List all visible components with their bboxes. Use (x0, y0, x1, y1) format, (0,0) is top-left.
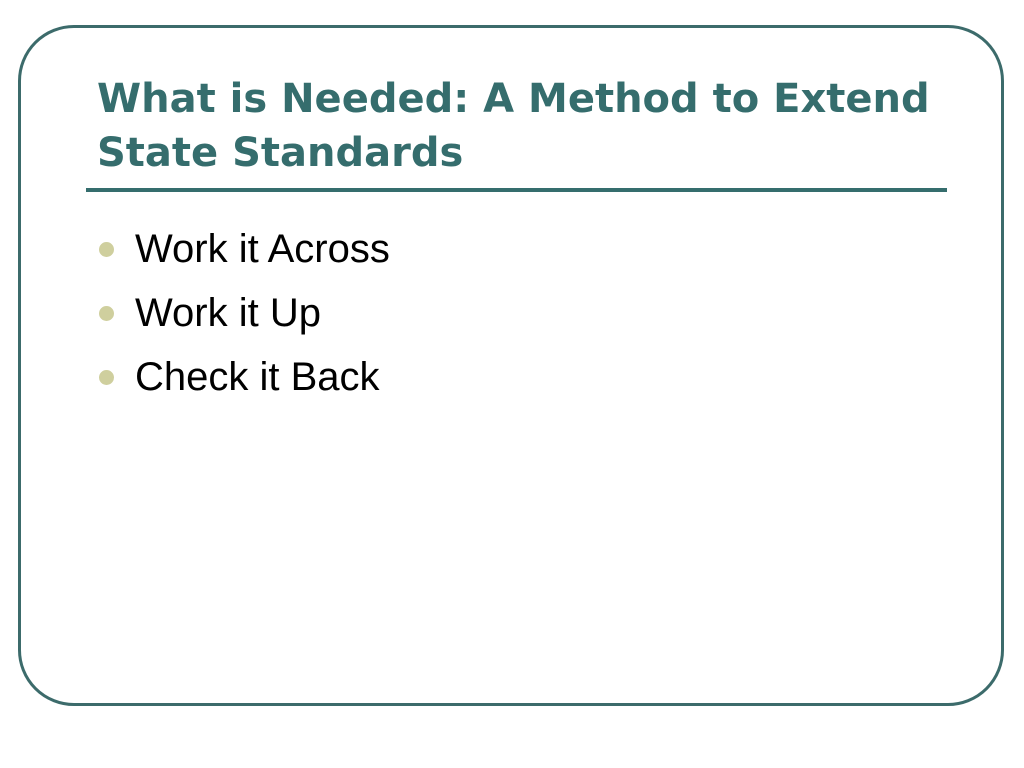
slide-title: What is Needed: A Method to Extend State Standards (97, 76, 930, 176)
bullet-item (99, 345, 390, 409)
bullet-item (99, 217, 390, 281)
bullet-text: Work it Up (135, 291, 321, 335)
bullet-dot-icon (99, 306, 114, 321)
bullet-text: Work it Across (135, 227, 390, 271)
bullet-dot-icon (99, 370, 114, 385)
bullet-item (99, 281, 390, 345)
title-underline (86, 188, 947, 192)
bullet-dot-icon (99, 242, 114, 257)
bullet-text: Check it Back (135, 355, 380, 399)
bullet-list (99, 217, 390, 409)
